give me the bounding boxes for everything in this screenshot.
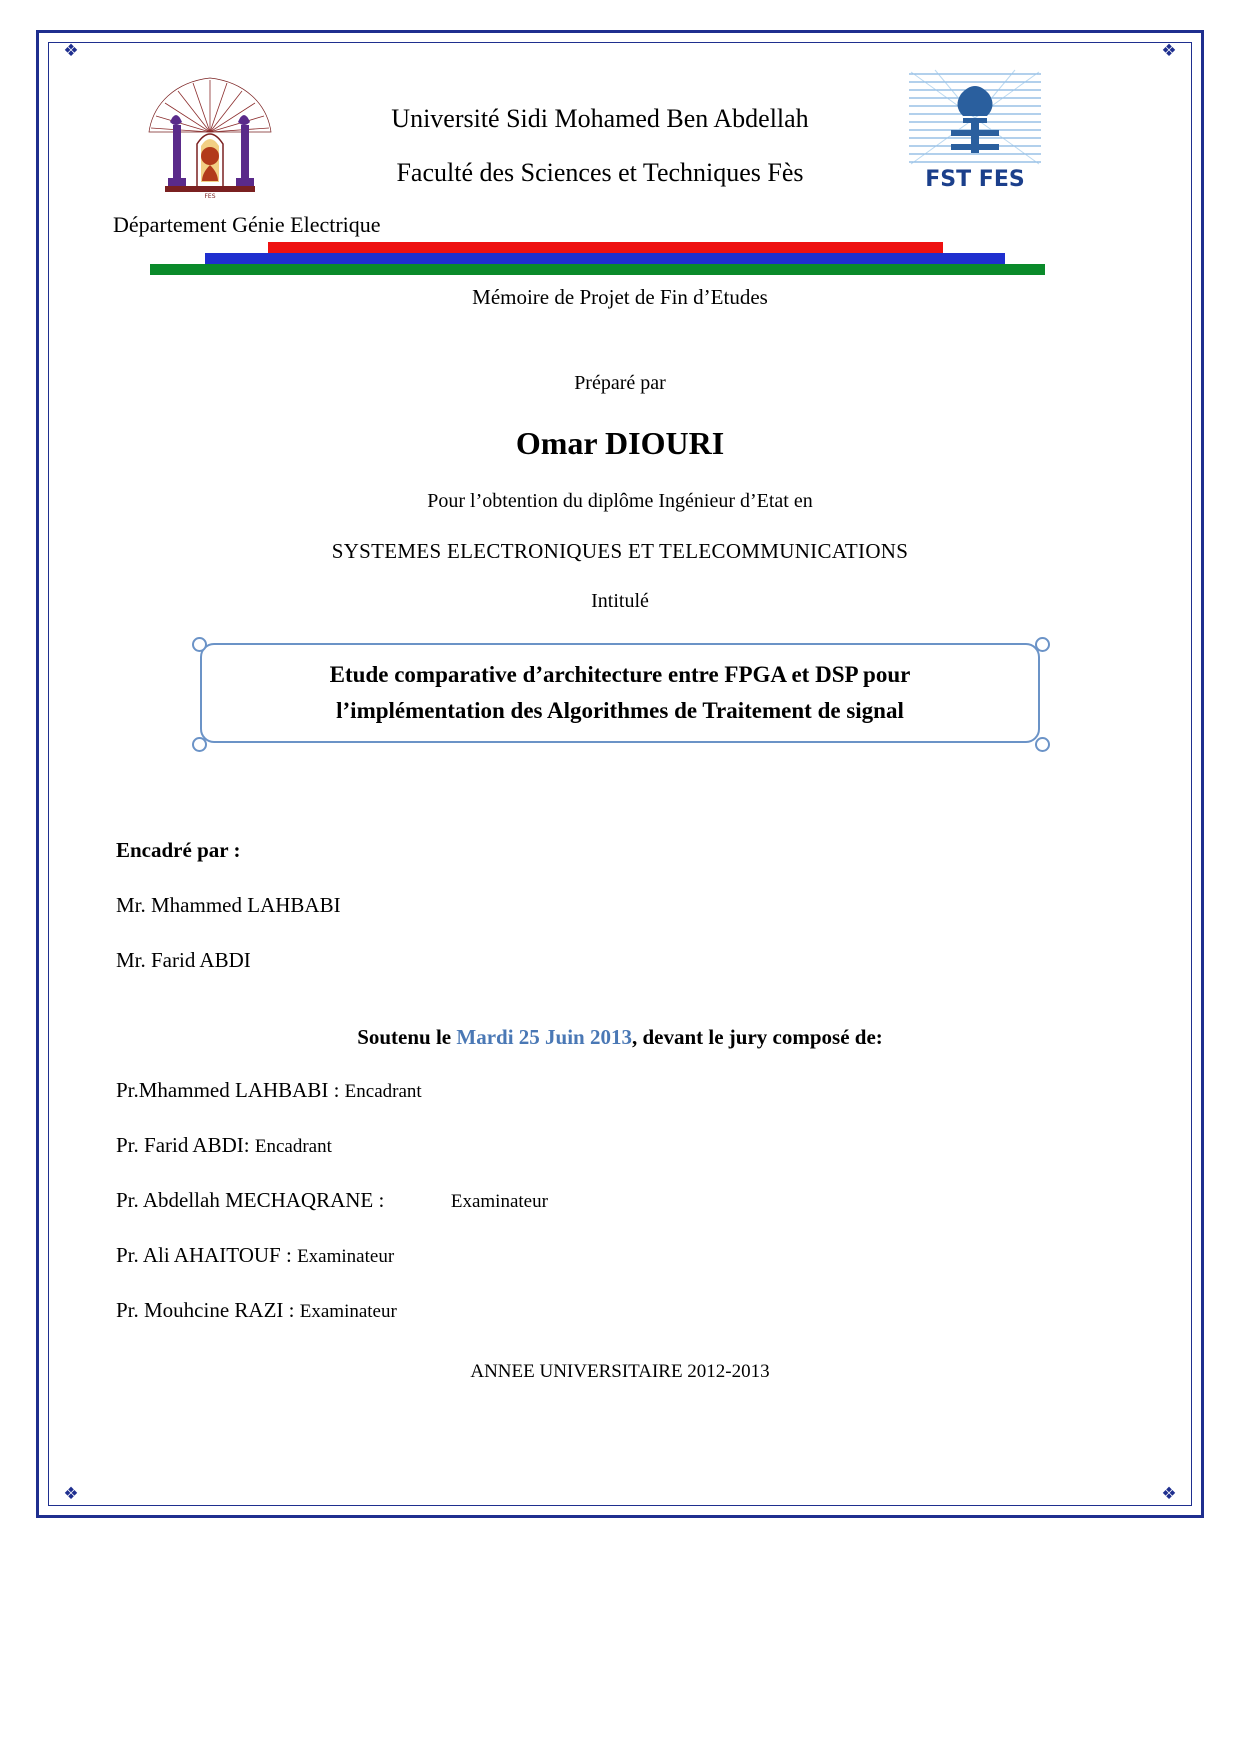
- defense-date: Mardi 25 Juin 2013: [456, 1025, 632, 1049]
- divider-bar-blue: [205, 253, 1005, 264]
- prepared-by-label: Préparé par: [574, 372, 666, 394]
- corner-ornament-icon: ❖: [1161, 41, 1177, 61]
- defense-suffix: , devant le jury composé de:: [631, 1025, 883, 1049]
- fst-fes-logo: [905, 68, 1045, 203]
- cover-page-content: [60, 50, 1180, 1500]
- jury-member-name: Pr. Ali AHAITOUF :: [116, 1243, 292, 1267]
- corner-ornament-icon: ❖: [63, 1484, 79, 1504]
- page-header: [60, 50, 1180, 237]
- jury-member: [116, 1243, 1180, 1268]
- thesis-title-line-1: Etude comparative d’architecture entre FPGA et DSP pour: [329, 662, 911, 687]
- thesis-title-box: [180, 637, 1060, 752]
- supervision-section: [60, 838, 1180, 973]
- jury-member: [116, 1078, 1180, 1103]
- jury-member-name: Pr. Mouhcine RAZI :: [116, 1298, 295, 1322]
- diploma-line: Pour l’obtention du diplôme Ingénieur d’Etat en: [427, 490, 813, 512]
- thesis-title-line-2: l’implémentation des Algorithmes de Traitement de signal: [336, 698, 904, 723]
- jury-member: [116, 1188, 1180, 1213]
- jury-member-role: Examinateur: [450, 1191, 548, 1212]
- jury-member-role: Encadrant: [254, 1136, 332, 1157]
- title-label: Intitulé: [591, 590, 649, 612]
- program-name: SYSTEMES ELECTRONIQUES ET TELECOMMUNICATIONS: [331, 539, 909, 563]
- corner-ornament-icon: ❖: [63, 41, 79, 61]
- title-box-knob-icon: [192, 737, 207, 752]
- jury-member: [116, 1298, 1180, 1323]
- defense-line: [60, 1025, 1180, 1050]
- university-line-1: Université Sidi Mohamed Ben Abdellah: [391, 104, 809, 133]
- jury-member: [116, 1133, 1180, 1158]
- jury-member-role: Examinateur: [299, 1301, 397, 1322]
- title-box-knob-icon: [1035, 637, 1050, 652]
- divider-bar-green: [150, 264, 1045, 275]
- author-name: Omar DIOURI: [515, 425, 725, 461]
- supervision-heading: Encadré par :: [116, 838, 241, 862]
- tricolor-divider: [60, 242, 1160, 276]
- document-type: Mémoire de Projet de Fin d’Etudes: [472, 285, 768, 309]
- title-box-knob-icon: [192, 637, 207, 652]
- usmba-crest-logo: [135, 70, 285, 200]
- jury-member-name: Pr. Abdellah MECHAQRANE :: [116, 1188, 385, 1212]
- supervisor-item: Mr. Mhammed LAHBABI: [116, 893, 341, 917]
- department-name: Département Génie Electrique: [113, 212, 381, 237]
- jury-member-name: Pr. Farid ABDI:: [116, 1133, 250, 1157]
- jury-list: [60, 1078, 1180, 1323]
- university-name: [305, 92, 895, 200]
- divider-bar-red: [268, 242, 943, 253]
- thesis-title: [308, 657, 933, 729]
- title-box-knob-icon: [1035, 737, 1050, 752]
- fst-fes-logo-text: FST FES: [925, 167, 1025, 192]
- jury-member-role: Encadrant: [344, 1081, 422, 1102]
- jury-member-role: Examinateur: [297, 1246, 395, 1267]
- corner-ornament-icon: ❖: [1161, 1484, 1177, 1504]
- svg-text:FES: FES: [204, 193, 216, 200]
- supervisor-item: Mr. Farid ABDI: [116, 948, 251, 972]
- academic-year: ANNEE UNIVERSITAIRE 2012-2013: [470, 1361, 770, 1382]
- thesis-title-frame: [200, 643, 1040, 743]
- defense-prefix: Soutenu le: [357, 1025, 457, 1049]
- jury-member-name: Pr.Mhammed LAHBABI :: [116, 1078, 340, 1102]
- university-line-2: Faculté des Sciences et Techniques Fès: [396, 158, 804, 187]
